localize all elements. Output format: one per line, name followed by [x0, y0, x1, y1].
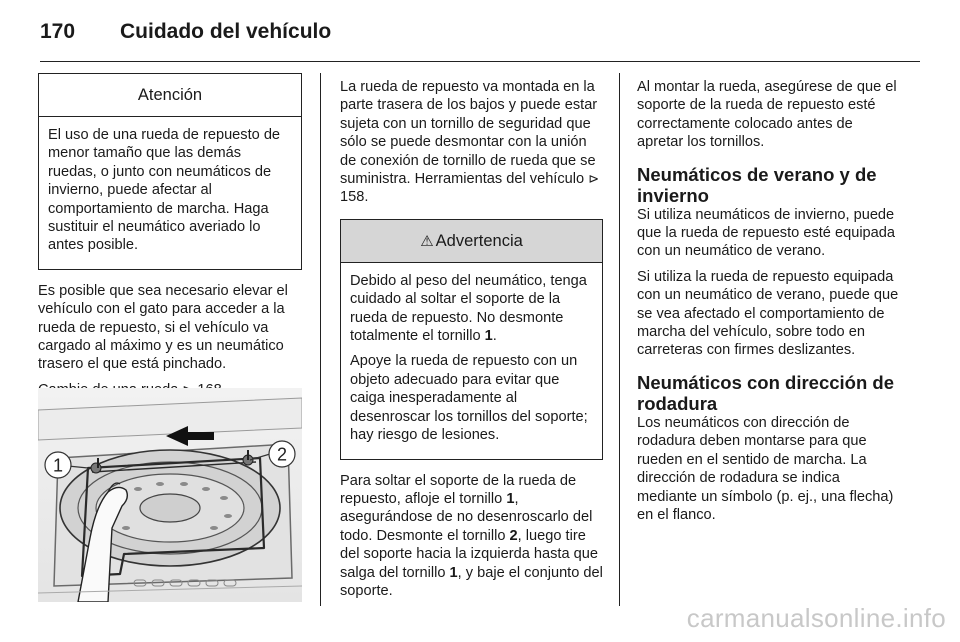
warning-box: [340, 219, 603, 460]
attention-title: Atención: [39, 74, 301, 117]
heading-directional-tyres: Neumáticos con dirección de rodadura: [637, 371, 895, 414]
paragraph-loosen-bracket: Para soltar el soporte de la rueda de repuesto, afloje el tornillo 1, asegurándose de no desenroscarlo del todo. Desmonte el tornillo 2, luego tire del soporte hacia la izquierda hasta que salga del tornillo 1, y baje el conjunto del soporte.: [340, 472, 603, 599]
warning-text-1: Debido al peso del neumático, tenga cuidado al soltar el soporte de la rueda de repuesto. No desmonte totalmente el tornillo 1.: [350, 272, 587, 345]
watermark: carmanualsonline.info: [686, 603, 946, 633]
spare-wheel-diagram: [38, 388, 302, 602]
heading-summer-winter-tyres: Neumáticos de verano y de invierno: [637, 163, 877, 206]
column-3: [637, 78, 903, 531]
page-reference[interactable]: 158.: [340, 189, 369, 206]
page-header: [40, 14, 920, 54]
paragraph-mounting: Al montar la rueda, asegúrese de que el soporte de la rueda de repuesto esté correctamente colocado antes de apretar los tornillos.: [637, 79, 897, 151]
cross-reference-icon: ⊳: [588, 171, 600, 187]
column-divider-right: [619, 73, 620, 606]
column-divider-left: [320, 73, 321, 606]
header-divider: [40, 61, 920, 62]
paragraph-winter-tyres: Si utiliza neumáticos de invierno, puede que la rueda de repuesto esté equipada con un neumático de verano.: [637, 206, 896, 260]
paragraph-directional-tyres: Los neumáticos con dirección de rodadura deben montarse para que rueden en el sentido de marcha. La dirección de rodadura se indica mediante un símbolo (p. ej., una flecha) en el flanco.: [637, 414, 894, 523]
page-number: 170: [40, 20, 76, 43]
warning-triangle-icon: ⚠: [420, 232, 434, 250]
column-2: [340, 78, 603, 607]
warning-title: ⚠ Advertencia: [341, 220, 602, 263]
callout-2-label: 2: [276, 444, 288, 465]
paragraph-spare-location: La rueda de repuesto va montada en la parte trasera de los bajos y puede estar sujeta con un tornillo de seguridad que sólo se puede desmontar con la unión de conexión de tornillo de rueda que se suministra. Herramientas del vehículo ⊳ 158.: [340, 79, 600, 206]
paragraph-summer-spare: Si utiliza la rueda de repuesto equipada con un neumático de verano, puede que se vea afectado el comportamiento de marcha del vehículo, sobre todo en carreteras con firmes deslizantes.: [637, 268, 899, 359]
attention-box: [38, 73, 302, 270]
attention-text: El uso de una rueda de repuesto de menor tamaño que las demás ruedas, o junto con neumáticos de invierno, puede afectar al comportamiento de marcha. Haga sustituir el neumático averiado lo antes posible.: [48, 127, 281, 254]
warning-text-2: Apoye la rueda de repuesto con un objeto adecuado para evitar que caiga inesperadamente al desenroscar los tornillos del soporte; hay riesgo de lesiones.: [350, 353, 588, 444]
column-1: [38, 73, 302, 406]
spare-wheel-illustration: [38, 388, 302, 602]
chapter-title: Cuidado del vehículo: [120, 20, 332, 43]
paragraph-lift-vehicle: Es posible que sea necesario elevar el vehículo con el gato para acceder a la rueda de repuesto, si el vehículo va cargado al máximo y es un neumático trasero el que está pinchado.: [38, 282, 288, 373]
callout-1-label: 1: [52, 455, 64, 476]
